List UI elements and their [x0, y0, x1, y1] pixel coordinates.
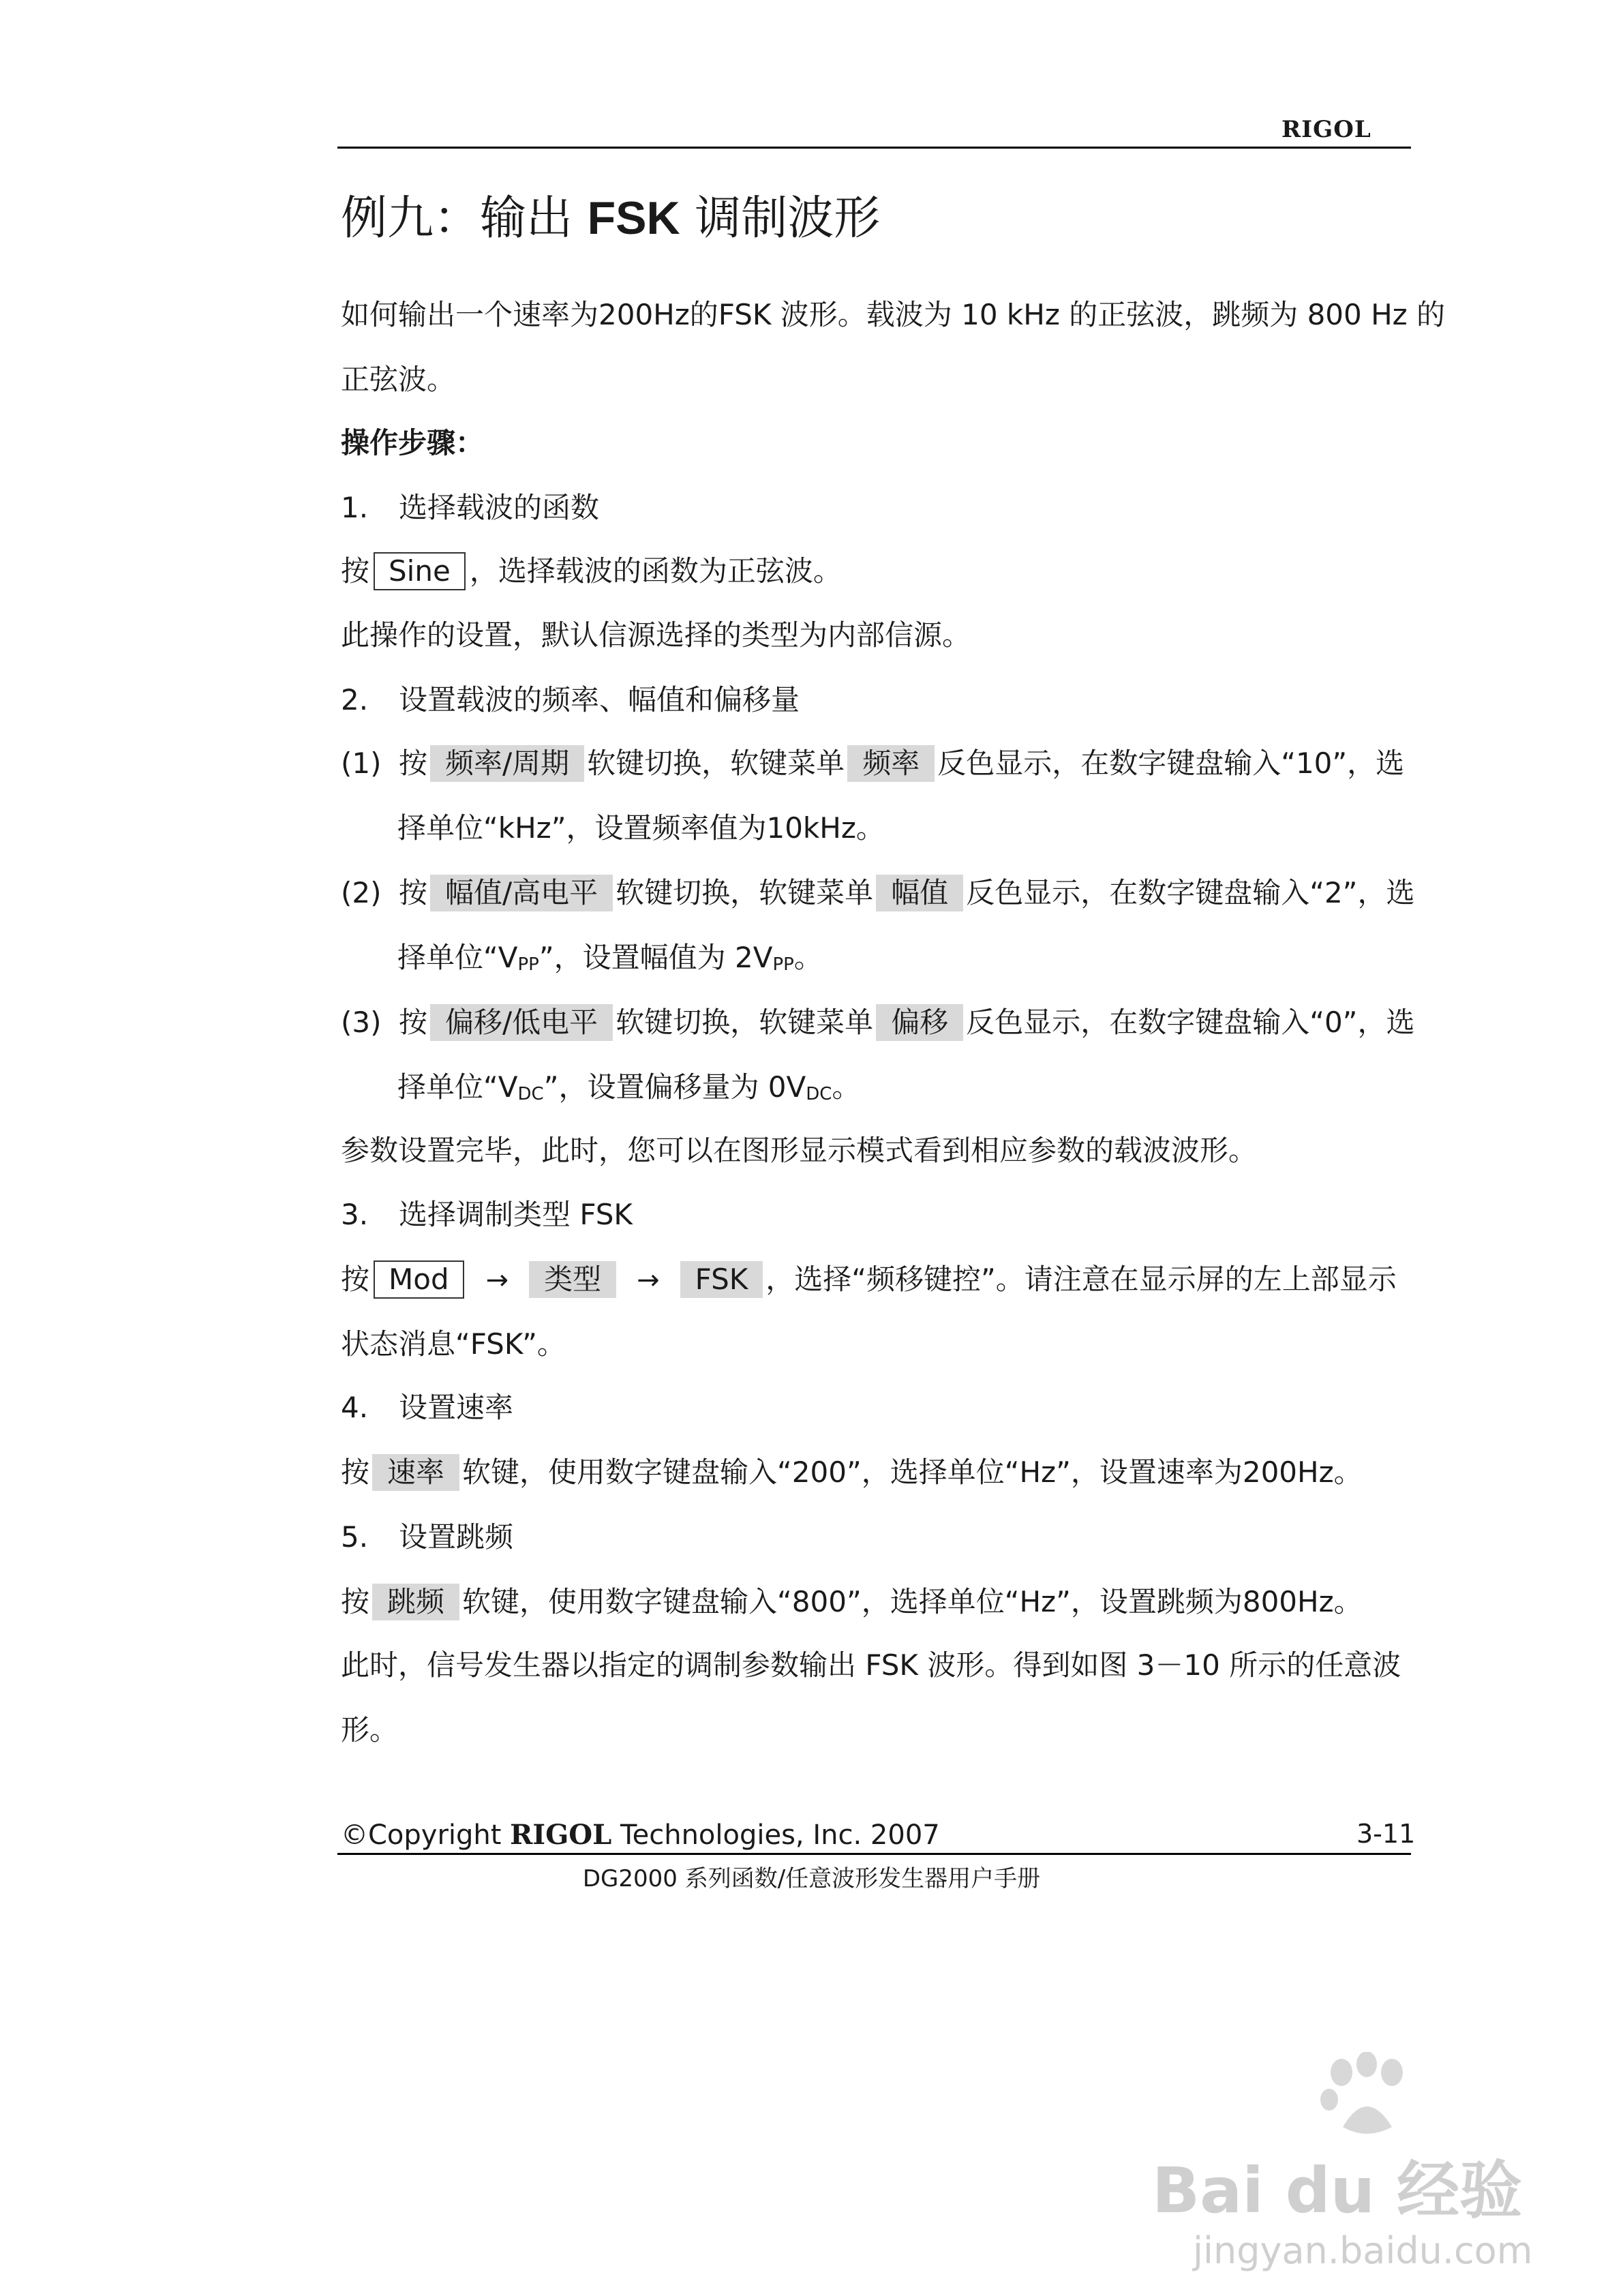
footer-manual-title: DG2000 系列函数/任意波形发生器用户手册: [582, 1865, 1041, 1892]
item-mid: 软键切换，软键菜单: [616, 1006, 874, 1039]
item-post: 反色显示，在数字键盘输入“2”，选: [966, 876, 1415, 909]
step2-item-3-cont: [397, 1067, 860, 1112]
step3-pre: 按: [341, 1263, 370, 1296]
offset-low-softkey[interactable]: 偏移/低电平: [430, 1004, 613, 1041]
mod-key[interactable]: Mod: [374, 1260, 464, 1299]
rate-softkey[interactable]: 速率: [372, 1454, 459, 1491]
unit-subscript: PP: [772, 954, 794, 975]
fsk-softkey[interactable]: FSK: [680, 1261, 763, 1298]
title-prefix: 例九：输出: [341, 192, 588, 245]
step2-item-1-cont: [397, 808, 885, 849]
step1-instruction: [341, 551, 842, 592]
item-label: (2): [341, 876, 382, 909]
item-cont: 择单位“V: [397, 1070, 518, 1104]
item-cont-mid: ”，设置偏移量为 0V: [543, 1070, 806, 1104]
step3-instruction: [341, 1259, 1397, 1301]
ampl-high-softkey[interactable]: 幅值/高电平: [430, 875, 613, 911]
item-cont-end: 。: [832, 1070, 861, 1104]
step1-pre: 按: [341, 554, 370, 588]
item-cont-end: 。: [793, 941, 823, 974]
step4-post: 软键，使用数字键盘输入“200”，选择单位“Hz”，设置速率为200Hz。: [462, 1455, 1363, 1489]
step5-heading: [341, 1517, 513, 1558]
item-pre: 按: [399, 746, 428, 780]
step1-note: 此操作的设置，默认信源选择的类型为内部信源。: [341, 618, 971, 652]
item-mid: 软键切换，软键菜单: [616, 876, 874, 909]
copyright-post: Technologies, Inc. 2007: [611, 1819, 940, 1851]
conclusion-line-2: 形。: [341, 1713, 399, 1747]
freq-softkey[interactable]: 频率: [847, 745, 935, 782]
title-suffix: 调制波形: [680, 192, 881, 245]
step2-title: 设置载波的频率、幅值和偏移量: [399, 683, 800, 716]
step2-item-2-cont: [397, 937, 823, 982]
sine-key[interactable]: Sine: [374, 552, 466, 590]
type-softkey[interactable]: 类型: [529, 1261, 616, 1298]
step5-number: 5.: [341, 1520, 369, 1554]
intro-line-1: 如何输出一个速率为200Hz的FSK 波形。载波为 10 kHz 的正弦波，跳频为 800 Hz 的: [341, 298, 1446, 331]
step1-title: 选择载波的函数: [399, 491, 600, 524]
hop-freq-softkey[interactable]: 跳频: [372, 1584, 459, 1620]
footer-rule: [337, 1853, 1411, 1855]
arrow-right-icon: →: [485, 1265, 509, 1296]
step1-post: ，选择载波的函数为正弦波。: [469, 554, 842, 588]
item-label: (3): [341, 1006, 382, 1039]
unit-subscript: DC: [517, 1084, 544, 1104]
title-bold: FSK: [587, 192, 680, 244]
watermark: [1152, 2052, 1561, 2277]
item-post: 反色显示，在数字键盘输入“0”，选: [966, 1006, 1415, 1039]
item-post: 反色显示，在数字键盘输入“10”，选: [937, 746, 1405, 780]
item-cont: 择单位“kHz”，设置频率值为10kHz。: [397, 811, 885, 845]
step1-heading: [341, 487, 599, 528]
conclusion-line-1: 此时，信号发生器以指定的调制参数输出 FSK 波形。得到如图 3－10 所示的任意波: [341, 1648, 1401, 1682]
arrow-right-icon: →: [637, 1265, 660, 1296]
footer-page-number: 3-11: [1356, 1819, 1416, 1849]
step3-line-2: 状态消息“FSK”。: [341, 1327, 566, 1361]
step4-number: 4.: [341, 1391, 369, 1424]
step1-number: 1.: [341, 491, 369, 524]
step4-instruction: [341, 1452, 1363, 1493]
ampl-softkey[interactable]: 幅值: [876, 875, 963, 911]
step2-item-3: [341, 1002, 1414, 1043]
footer-copyright: [341, 1819, 940, 1851]
copyright-pre: ©Copyright: [341, 1819, 511, 1851]
step2-number: 2.: [341, 683, 369, 716]
step5-pre: 按: [341, 1585, 370, 1618]
step3-post: ，选择“频移键控”。请注意在显示屏的左上部显示: [765, 1263, 1397, 1296]
paw-logo-icon: [1316, 2052, 1418, 2141]
step4-pre: 按: [341, 1455, 370, 1489]
step3-number: 3.: [341, 1198, 369, 1231]
item-cont: 择单位“V: [397, 941, 518, 974]
steps-heading: 操作步骤：: [341, 426, 485, 459]
freq-period-softkey[interactable]: 频率/周期: [430, 745, 584, 782]
step3-title: 选择调制类型 FSK: [399, 1198, 633, 1231]
header-brand: RIGOL: [1281, 116, 1371, 143]
step4-title: 设置速率: [399, 1391, 514, 1424]
step2-summary: 参数设置完毕，此时，您可以在图形显示模式看到相应参数的载波波形。: [341, 1134, 1258, 1167]
header-rule: [337, 147, 1411, 149]
step2-item-1: [341, 743, 1404, 784]
step3-heading: [341, 1194, 633, 1235]
offset-softkey[interactable]: 偏移: [876, 1004, 963, 1041]
step2-item-2: [341, 873, 1414, 913]
page-title: [341, 184, 880, 253]
unit-subscript: PP: [517, 954, 539, 975]
item-label: (1): [341, 746, 382, 780]
item-mid: 软键切换，软键菜单: [587, 746, 845, 780]
step5-title: 设置跳频: [399, 1520, 514, 1554]
item-cont-mid: ”，设置幅值为 2V: [539, 941, 773, 974]
item-pre: 按: [399, 876, 428, 909]
unit-subscript: DC: [806, 1084, 832, 1104]
item-pre: 按: [399, 1006, 428, 1039]
intro-line-2: 正弦波。: [341, 363, 456, 396]
step5-post: 软键，使用数字键盘输入“800”，选择单位“Hz”，设置跳频为800Hz。: [462, 1585, 1363, 1618]
footer-brand: RIGOL: [510, 1819, 612, 1851]
watermark-logo: Bai du 经验: [1152, 2154, 1523, 2227]
step2-heading: [341, 680, 800, 721]
step5-instruction: [341, 1582, 1363, 1622]
watermark-url: jingyan.baidu.com: [1193, 2229, 1533, 2272]
step4-heading: [341, 1387, 513, 1428]
